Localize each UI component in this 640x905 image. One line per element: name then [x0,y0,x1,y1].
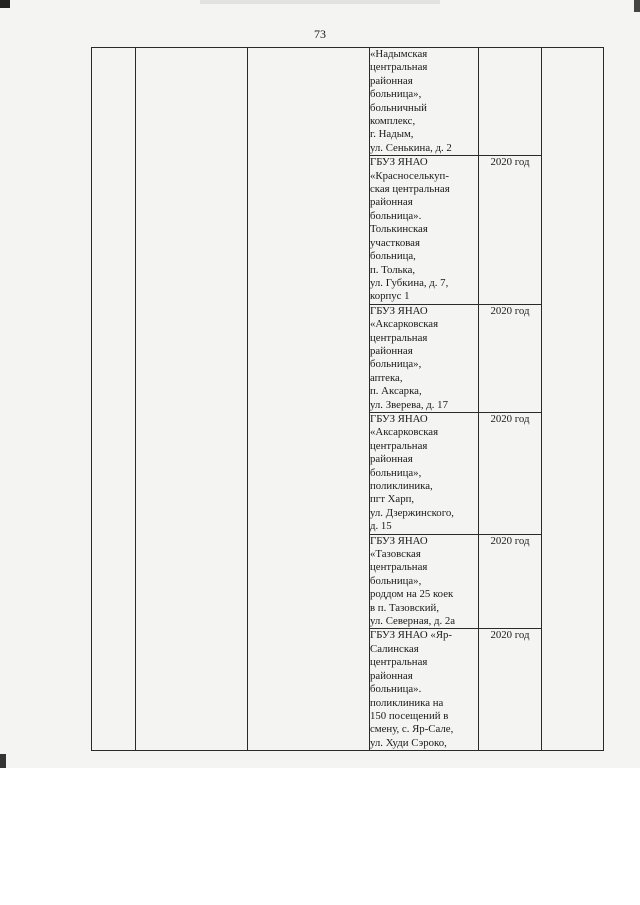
facility-text-line: районная [370,196,413,209]
facility-cell [370,412,479,534]
facility-cell [370,629,479,751]
scan-shadow [200,0,440,4]
facility-text-line: в п. Тазовский, [370,601,440,614]
facility-text-line: больница», [370,574,422,587]
facility-text-line: центральная [370,439,428,452]
facility-text-line: участковая [370,236,420,249]
scan-mark [0,0,10,8]
column-3-cell [248,48,370,751]
facility-cell [370,48,479,156]
facility-text-line: п. Аксарка, [370,385,422,398]
year-text: 2020 год [490,412,530,425]
scan-mark [0,754,6,768]
facility-text-line: ГБУЗ ЯНАО «Яр- [370,629,453,642]
facility-text-line: 150 посещений в [370,709,449,722]
year-text: 2020 год [490,304,530,317]
facility-text-line: комплекс, [370,115,416,128]
facility-text-line: д. 15 [370,520,392,533]
facility-text-line: ул. Северная, д. 2а [370,615,456,628]
facility-text-line: больничный [370,101,427,114]
page-number: 73 [314,27,326,41]
facility-text-line: роддом на 25 коек [370,588,454,601]
facility-text-line: Толькинская [370,223,428,236]
facility-text-line: ГБУЗ ЯНАО [370,412,428,425]
facility-text-line: пгт Харп, [370,493,415,506]
year-cell [479,534,542,629]
year-cell [479,412,542,534]
facility-text-line: корпус 1 [370,290,410,303]
facility-cell [370,534,479,629]
facility-text-line: центральная [370,656,428,669]
facility-text-line: ГБУЗ ЯНАО [370,534,428,547]
table-row [92,48,604,156]
facility-text-line: «Аксарковская [370,318,439,331]
facility-text-line: районная [370,74,413,87]
facility-text-line: ГБУЗ ЯНАО [370,304,428,317]
facility-text-line: ГБУЗ ЯНАО [370,156,428,169]
scan-mark [634,0,640,12]
facility-text-line: ская центральная [370,183,450,196]
facility-cell [370,304,479,412]
facility-text-line: г. Надым, [370,128,414,141]
year-cell [479,304,542,412]
facility-text-line: больница», [370,358,422,371]
facility-text-line: поликлиника, [370,480,433,492]
facility-text-line: «Красноселькуп- [370,169,449,182]
facility-text-line: больница». [370,209,422,222]
facility-text-line: больница, [370,250,416,263]
facility-text-line: «Надымская [370,48,428,60]
year-text: 2020 год [490,629,530,642]
facility-text-line: ул. Сенькина, д. 2 [370,141,452,154]
facility-text-line: больница», [370,88,422,101]
facility-text-line: центральная [370,61,428,74]
facility-text-line: ул. Дзержинского, [370,506,454,519]
facility-text-line: районная [370,453,413,466]
facility-text-line: районная [370,669,413,682]
facility-text-line: ул. Зверева, д. 17 [370,398,448,411]
year-cell [479,156,542,304]
table-body [92,48,604,751]
facility-text-line: аптека, [370,371,403,384]
facility-text-line: районная [370,344,413,357]
facility-text-line: центральная [370,331,428,344]
facility-text-line: ул. Худи Сэроко, [370,736,447,749]
facility-text-line: больница», [370,466,422,479]
facility-text-line: больница». [370,683,422,696]
facility-text-line: Салинская [370,642,419,655]
facility-cell [370,156,479,304]
facility-text-line: ул. Губкина, д. 7, [370,276,449,289]
facility-text-line: центральная [370,561,428,574]
column-1-cell [92,48,136,751]
facilities-table [91,47,604,751]
year-text: 2020 год [490,534,530,547]
facility-text-line: п. Толька, [370,263,416,276]
year-text: 2020 год [490,156,530,169]
facility-text-line: «Тазовская [370,548,421,561]
column-2-cell [136,48,248,751]
facility-text-line: смену, с. Яр-Сале, [370,723,454,736]
year-cell [479,629,542,751]
column-6-cell [542,48,604,751]
facility-text-line: поликлиника на [370,696,444,709]
year-cell [479,48,542,156]
facility-text-line: «Аксарковская [370,426,439,439]
